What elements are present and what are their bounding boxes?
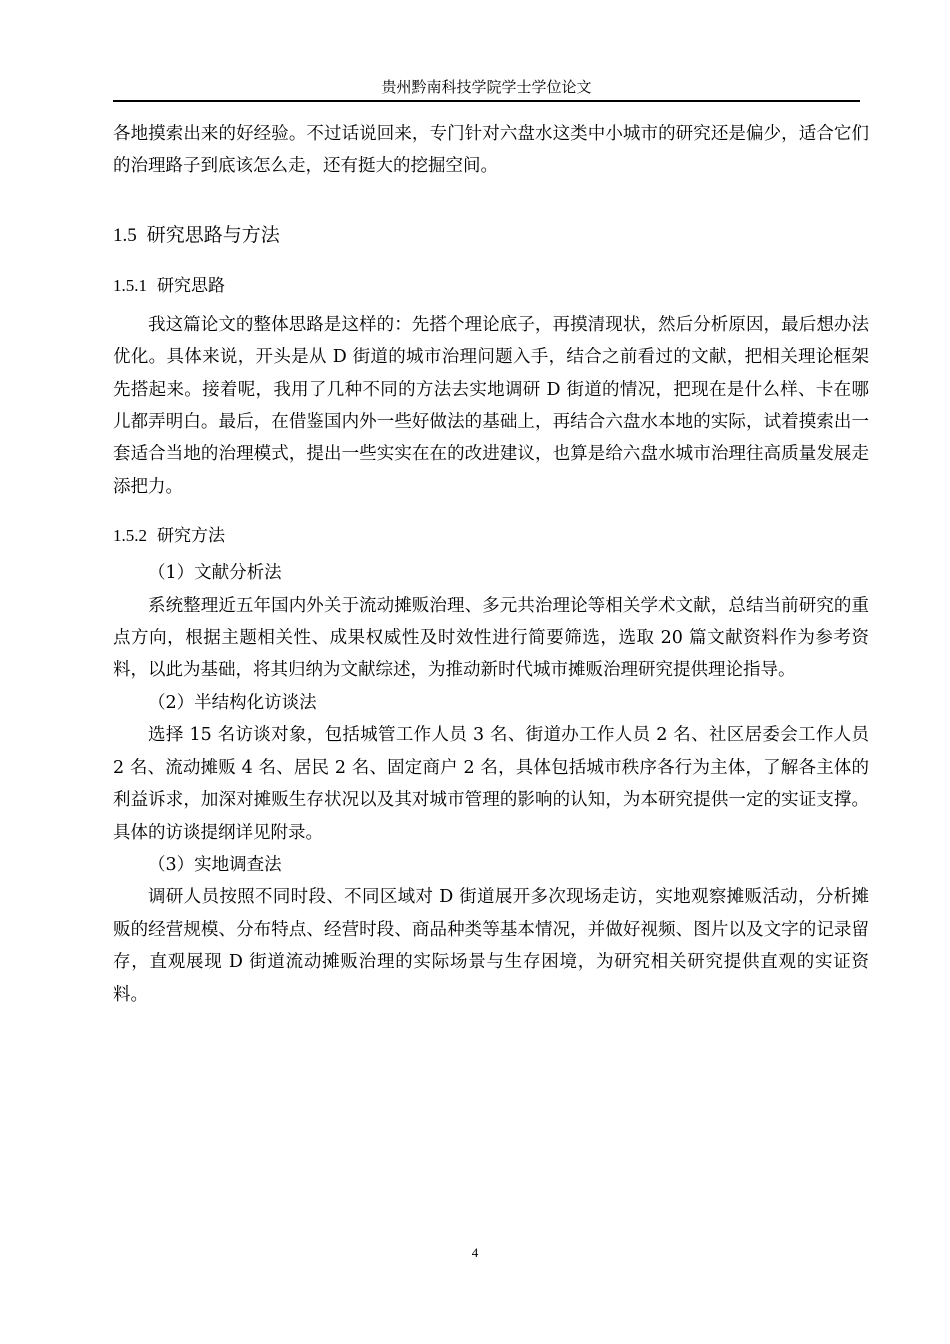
method-label-fieldwork: （3）实地调查法	[148, 854, 282, 875]
page-body	[113, 118, 869, 1011]
section-number: 1.5	[113, 224, 137, 246]
subsection-number: 1.5.2	[113, 526, 147, 546]
method-paragraph-interview: 选择 15 名访谈对象，包括城管工作人员 3 名、街道办工作人员 2 名、社区居委会工作人员 2 名、流动摊贩 4 名、居民 2 名、固定商户 2 名，具体包括城市秩序各行为主体，了解各主体的利益诉求，加深对摊贩生存状况以及其对城市管理的影响的认知，为本研究提供一定的实证支撑。具体的访谈提纲详见附录。	[113, 725, 869, 843]
subsection-title: 研究思路	[157, 275, 225, 296]
running-header: 贵州黔南科技学院学士学位论文	[381, 78, 592, 96]
subsection-number: 1.5.1	[113, 275, 147, 295]
page-number: 4	[471, 1245, 479, 1260]
method-label-interview: （2）半结构化访谈法	[148, 692, 317, 713]
method-paragraph-fieldwork: 调研人员按照不同时段、不同区域对 D 街道展开多次现场走访，实地观察摊贩活动，分析摊贩的经营规模、分布特点、经营时段、商品种类等基本情况，并做好视频、图片以及文字的记录留存，直观展现 D 街道流动摊贩治理的实际场景与生存困境，为研究相关研究提供直观的实证资料。	[113, 887, 869, 1005]
method-paragraph-literature: 系统整理近五年国内外关于流动摊贩治理、多元共治理论等相关学术文献，总结当前研究的重点方向，根据主题相关性、成果权威性及时效性进行简要筛选，选取 20 篇文献资料作为参考资料，以此为基础，将其归纳为文献综述，为推动新时代城市摊贩治理研究提供理论指导。	[113, 595, 869, 681]
method-label-literature: （1）文献分析法	[148, 563, 282, 584]
header-rule	[113, 100, 860, 102]
subsection-title: 研究方法	[157, 526, 225, 547]
section-title: 研究思路与方法	[146, 223, 280, 246]
subsection-heading-1-5-2	[113, 521, 869, 551]
intro-paragraph: 各地摸索出来的好经验。不过话说回来，专门针对六盘水这类中小城市的研究还是偏少，适合它们的治理路子到底该怎么走，还有挺大的挖掘空间。	[113, 124, 869, 177]
subsection-heading-1-5-1	[113, 271, 869, 301]
research-approach-paragraph: 我这篇论文的整体思路是这样的：先搭个理论底子，再摸清现状，然后分析原因，最后想办法优化。具体来说，开头是从 D 街道的城市治理问题入手，结合之前看过的文献，把相关理论框架先搭起来。接着呢，我用了几种不同的方法去实地调研 D 街道的情况，把现在是什么样、卡在哪儿都弄明白。最后，在借鉴国内外一些好做法的基础上，再结合六盘水本地的实际，试着摸索出一套适合当地的治理模式，提出一些实实在在的改进建议，也算是给六盘水城市治理往高质量发展走添把力。	[113, 314, 869, 497]
section-heading-1-5	[113, 220, 869, 251]
